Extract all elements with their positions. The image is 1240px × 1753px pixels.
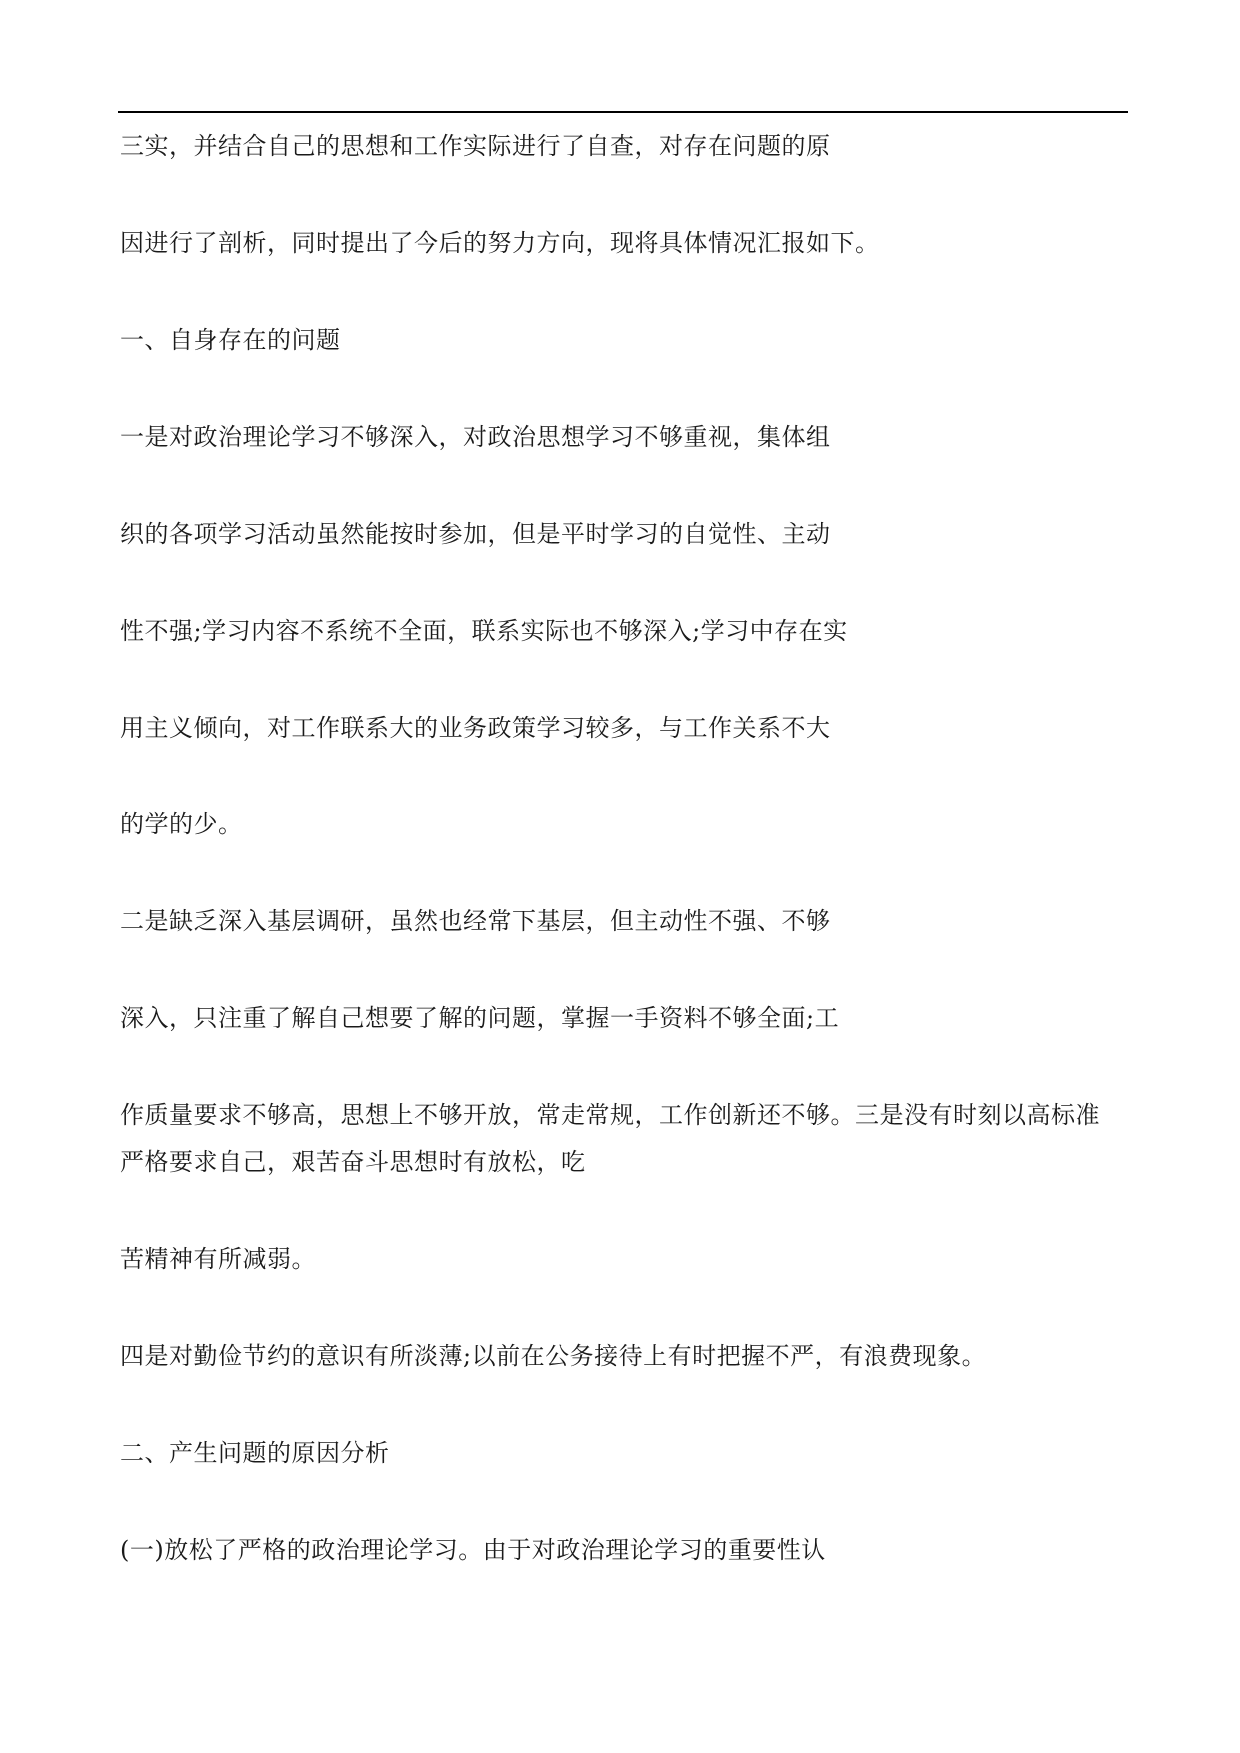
section-heading: 二、产生问题的原因分析 (120, 1439, 390, 1467)
text-line: 因进行了剖析，同时提出了今后的努力方向，现将具体情况汇报如下。 (120, 229, 880, 257)
text-line: 三实，并结合自己的思想和工作实际进行了自查，对存在问题的原 (120, 132, 831, 160)
text-line: 作质量要求不够高，思想上不够开放，常走常规，工作创新还不够。三是没有时刻以高标准 (120, 1101, 1100, 1129)
header-rule (118, 111, 1128, 113)
text-line: 四是对勤俭节约的意识有所淡薄;以前在公务接待上有时把握不严，有浪费现象。 (120, 1342, 987, 1370)
text-line: (一)放松了严格的政治理论学习。由于对政治理论学习的重要性认 (120, 1536, 826, 1564)
text-line: 一是对政治理论学习不够深入，对政治思想学习不够重视，集体组 (120, 423, 831, 451)
text-line: 用主义倾向，对工作联系大的业务政策学习较多，与工作关系不大 (120, 714, 831, 742)
text-line: 织的各项学习活动虽然能按时参加，但是平时学习的自觉性、主动 (120, 520, 831, 548)
text-line: 的学的少。 (120, 810, 243, 838)
text-line: 严格要求自己，艰苦奋斗思想时有放松，吃 (120, 1148, 586, 1176)
text-line: 苦精神有所减弱。 (120, 1245, 316, 1273)
text-line: 深入，只注重了解自己想要了解的问题，掌握一手资料不够全面;工 (120, 1004, 840, 1032)
text-line: 性不强;学习内容不系统不全面，联系实际也不够深入;学习中存在实 (120, 617, 848, 645)
section-heading: 一、自身存在的问题 (120, 326, 341, 354)
text-line: 二是缺乏深入基层调研，虽然也经常下基层，但主动性不强、不够 (120, 907, 831, 935)
